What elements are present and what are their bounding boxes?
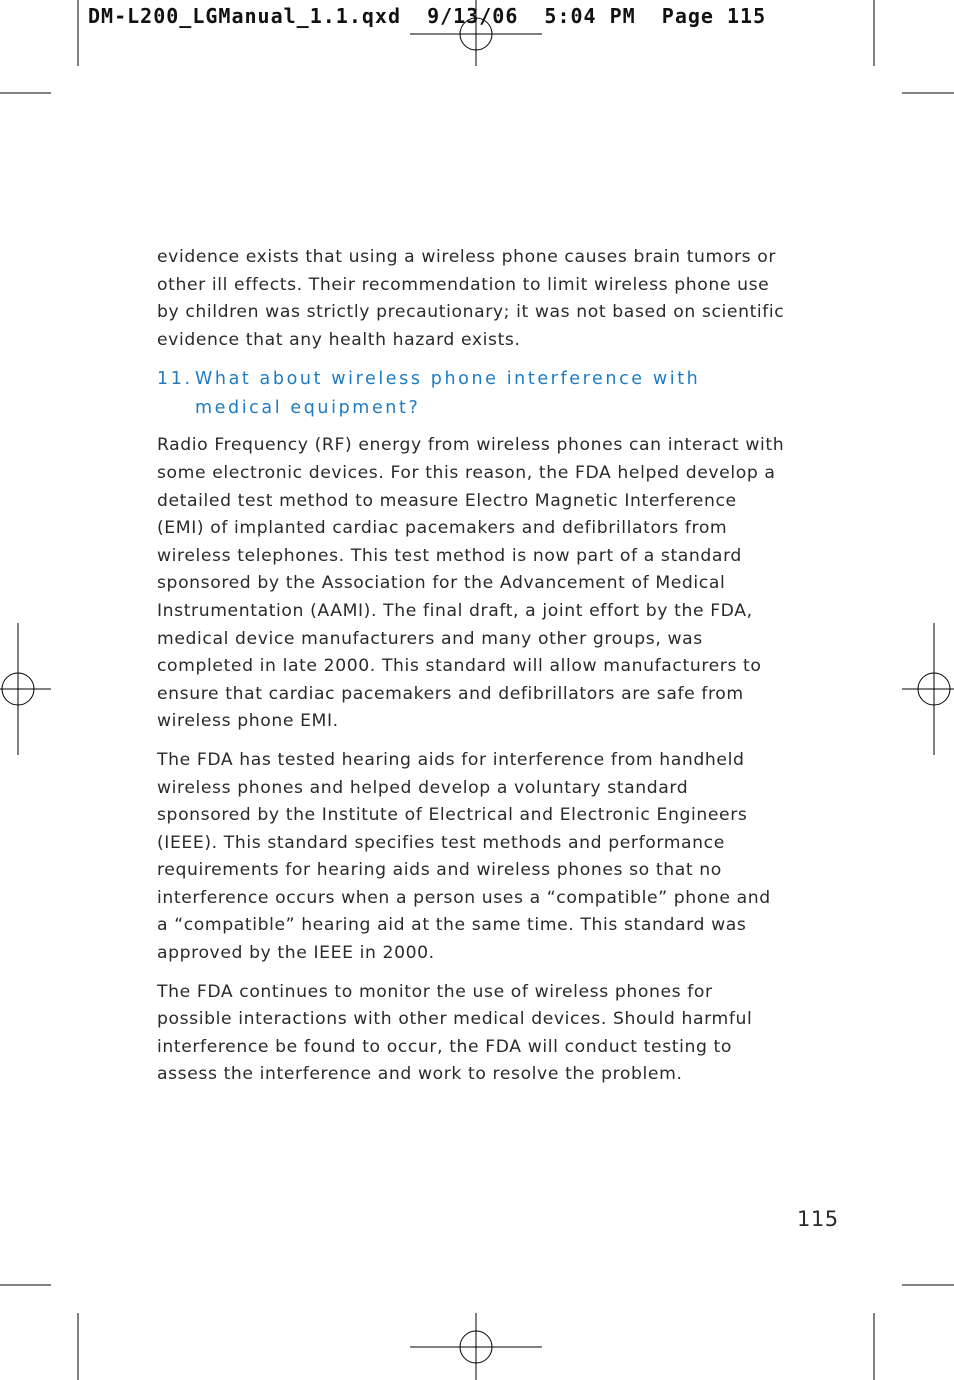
page-number: 115 — [797, 1207, 839, 1231]
paragraph-fda-monitoring: The FDA continues to monitor the use of wireless phones for possible interactions with other medical devices. Should harmful interference be found to occur, the FDA will conduct testing to assess the interference and work to resolve the problem. — [157, 981, 753, 1085]
registration-target-right — [902, 623, 954, 755]
paragraph-hearing-aids: The FDA has tested hearing aids for interference from handheld wireless phones and helped develop a voluntary standard sponsored by the Institute of Electrical and Electronic Engineers (IEEE). This standard specifies test methods and performance requirements for hearing aids and wireless phones so that no interference occurs when a person uses a “compatible” phone and a “compatible” hearing aid at the same time. This standard was approved by the IEEE in 2000. — [157, 749, 771, 964]
page-body — [157, 244, 787, 1100]
intro-paragraph: evidence exists that using a wireless phone causes brain tumors or other ill effects. Their recommendation to limit wireless phone use by children was strictly precautionary; it was not based on scientific evidence that any health hazard exists. — [157, 247, 785, 350]
section-title: What about wireless phone interference with medical equipment? — [195, 369, 701, 419]
section-heading — [157, 365, 787, 423]
paragraph-rf-interference: Radio Frequency (RF) energy from wireless phones can interact with some electronic devices. For this reason, the FDA helped develop a detailed test method to measure Electro Magnetic Interference (EMI) of implanted cardiac pacemakers and defibrillators from wireless telephones. This test method is now part of a standard sponsored by the Association for the Advancement of Medical Instrumentation (AAMI). The final draft, a joint effort by the FDA, medical device manufacturers and many other groups, was completed in late 2000. This standard will allow manufacturers to ensure that cardiac pacemakers and defibrillators are safe from wireless phone EMI. — [157, 435, 785, 732]
print-slug-line: DM-L200_LGManual_1.1.qxd 9/13/06 5:04 PM Page 115 — [88, 4, 767, 28]
section-number: 11. — [157, 369, 193, 390]
registration-target-bottom — [410, 1313, 542, 1380]
registration-target-left — [0, 623, 51, 755]
